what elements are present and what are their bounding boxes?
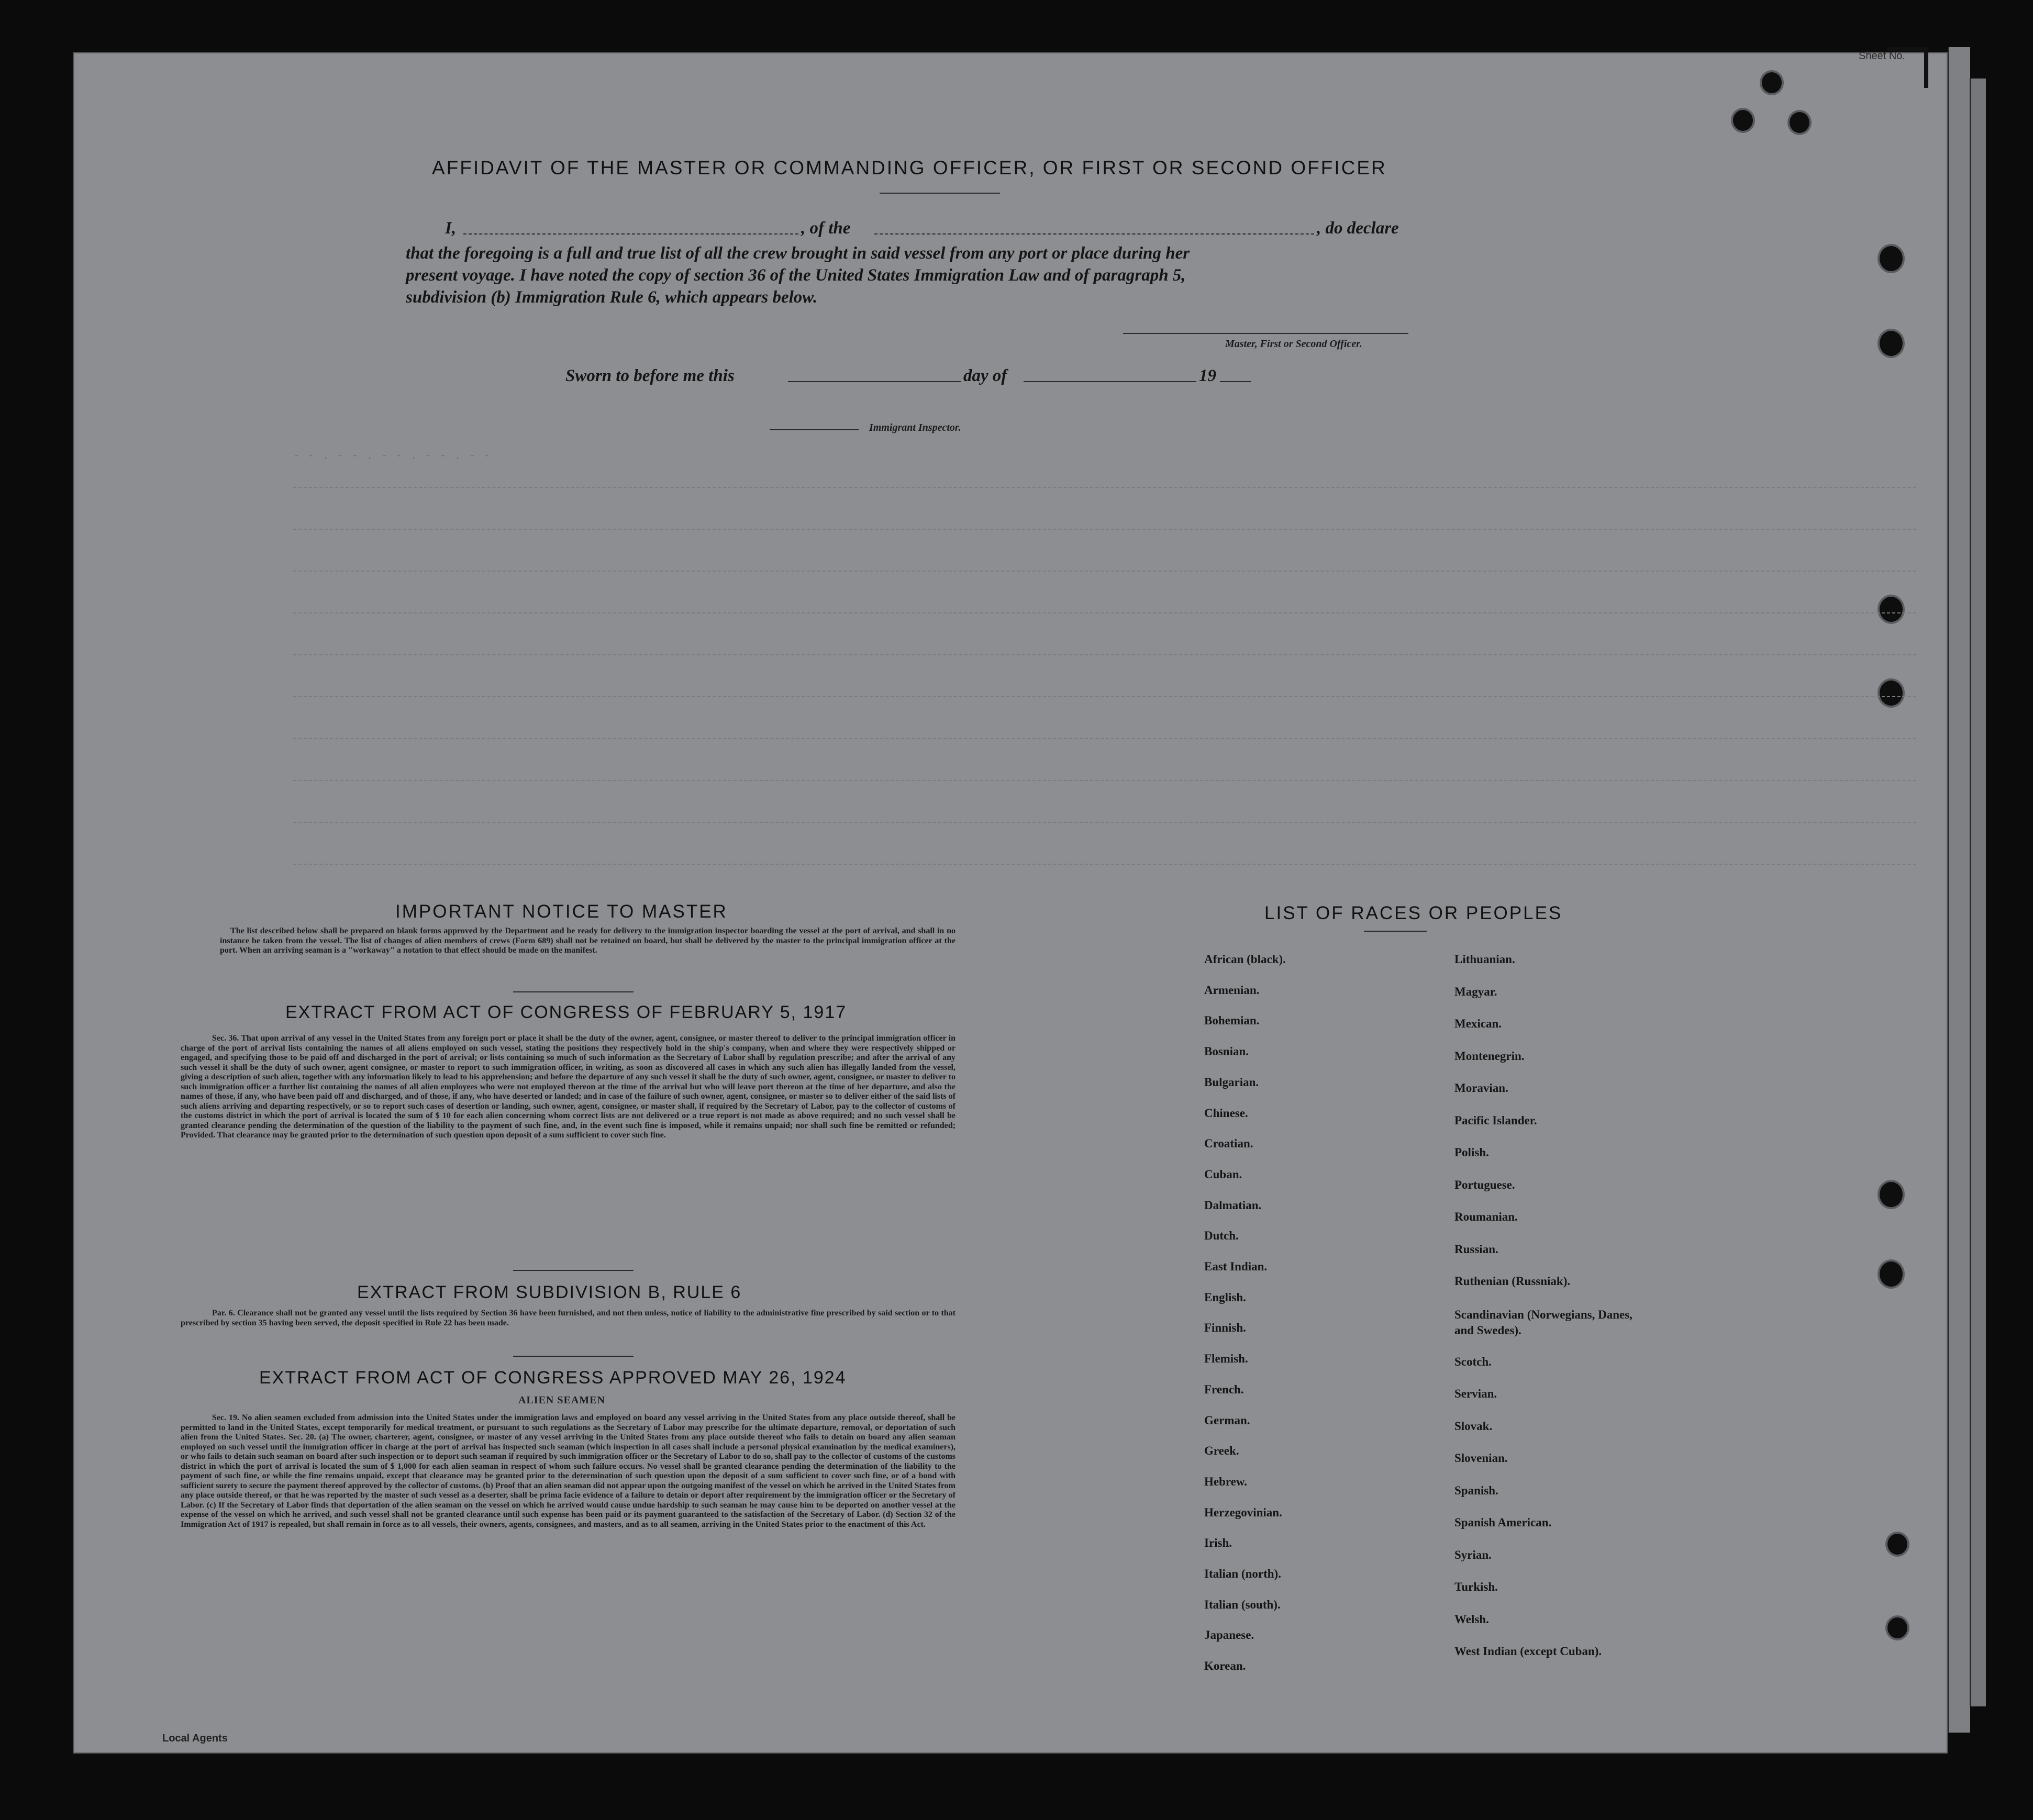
affidavit-line-3: present voyage. I have noted the copy of section 36 of the United States Immigration Law and of paragraph 5,	[406, 266, 1186, 285]
race-item: African (black).	[1204, 953, 1286, 966]
affidavit-of-the: , of the	[801, 219, 851, 238]
race-item: Slovenian.	[1454, 1451, 1508, 1465]
notice-title: IMPORTANT NOTICE TO MASTER	[395, 901, 728, 922]
race-item: Mexican.	[1454, 1017, 1502, 1030]
vessel-blank[interactable]	[874, 233, 1314, 235]
race-item: Spanish American.	[1454, 1516, 1552, 1529]
section-divider	[513, 1356, 634, 1357]
extract-1917-body: Sec. 36. That upon arrival of any vessel in the United States from any foreign port or place it shall be the duty of the owner, agent, consignee, or master thereof to deliver to the principal immigration officer in charge of the port of arrival lists containing the names of all aliens employed on such vessel, stating the positions they respectively hold in the ship's company, when and where they were respectively shipped or engaged, and specifying those to be paid off and discharged in the port of arrival; or lists containing so much of such information as the Secretary of Labor shall by regulation prescribe; and after the arrival of any such vessel it shall be the duty of such owner, agent consignee, or master to report to such immigration officer, in writing, as soon as discovered all cases in which any such alien has illegally landed from the vessel, giving a description of such alien, together with any information likely to lead to his apprehension; and before the departure of any such vessel it shall be the duty of such owner, agent, consignee, or master to deliver to such immigration officer a further list containing the names of all alien employees who were not employed thereon at the time of the arrival but who will leave port thereon at the time of her departure, and also the names of those, if any, who have been paid off and discharged, and of those, if any, who have deserted or landed; and in case of the failure of such owner, agent, consignee, or master so to deliver either of the said lists of such aliens arriving and departing respectively, or so to report such cases of desertion or landing, such owner, agent, consignee, or master shall, if required by the Secretary of Labor, pay to the collector of customs of the customs district in which the port of arrival is located the sum of $ 10 for each alien concerning whom correct lists are not delivered or a true report is not made as above required; and no such vessel shall be granted clearance pending the determination of the question of the liability to the payment of such fine, and, in the event such fine is imposed, while it remains unpaid; nor shall such fine be remitted or refunded; Provided. That clearance may be granted prior to the determination of such question upon deposit of a sum sufficient to cover such fine.	[181, 1034, 956, 1140]
punch-hole	[1880, 331, 1903, 356]
sworn-text: Sworn to before me this	[565, 366, 735, 385]
race-item: Roumanian.	[1454, 1210, 1518, 1223]
punch-hole	[1790, 112, 1809, 133]
race-item: Spanish.	[1454, 1483, 1498, 1497]
local-agents-label: Local Agents	[162, 1733, 228, 1744]
affidavit-do-declare: , do declare	[1317, 219, 1399, 238]
punch-hole	[1880, 1261, 1903, 1287]
race-item: Magyar.	[1454, 985, 1497, 998]
race-item: Chinese.	[1204, 1106, 1248, 1120]
race-item: Dalmatian.	[1204, 1198, 1262, 1212]
punch-hole	[1880, 680, 1903, 706]
race-item: Scandinavian (Norwegians, Danes, and Swedes).	[1454, 1308, 1632, 1337]
race-item: Cuban.	[1204, 1167, 1242, 1181]
race-item: Pacific Islander.	[1454, 1113, 1537, 1127]
race-item: Servian.	[1454, 1387, 1497, 1400]
affidavit-line-4: subdivision (b) Immigration Rule 6, which appears below.	[406, 288, 818, 307]
inspector-line[interactable]	[770, 429, 859, 430]
race-item: East Indian.	[1204, 1260, 1268, 1273]
race-item: Flemish.	[1204, 1352, 1248, 1366]
extract-1924-title: EXTRACT FROM ACT OF CONGRESS APPROVED MAY 26, 1924	[259, 1368, 847, 1388]
section-divider	[513, 991, 634, 992]
race-item: Russian.	[1454, 1242, 1498, 1256]
stacked-page-edge-back	[1970, 79, 1986, 1706]
extract-rule6-body: Par. 6. Clearance shall not be granted any vessel until the lists required by Section 36 have been furnished, and not then unless, notice of liability to the administrative fine prescribed by said section or to that prescribed by section 35 having been served, the deposit specified in Rule 22 has been made.	[181, 1309, 956, 1327]
race-item: Polish.	[1454, 1146, 1489, 1159]
sworn-day-blank[interactable]	[788, 381, 961, 382]
bleed-through-marks: - - . - - . - - . - - . - -	[293, 450, 492, 462]
title-underline	[880, 193, 1000, 194]
race-item: English.	[1204, 1290, 1246, 1304]
extract-1924-body: Sec. 19. No alien seamen excluded from admission into the United States under the immigration laws and employed on board any vessel arriving in the United States from any place outside thereof, shall be permitted to land in the United States, except temporarily for medical treatment, or pursuant to such regulations as the Secretary of Labor may prescribe for the ultimate departure, removal, or deportation of such alien from the United States. Sec. 20. (a) The owner, charterer, agent, consignee, or master of any vessel arriving in the United States from any place outside thereof who fails to detain on board any alien seaman employed on such vessel until the immigration officer in charge at the port of arrival has inspected such seaman (which inspection in all cases shall include a personal physical examination by the medical examiners), or who fails to detain such seaman on board after such inspection or to deport such seaman if required by such immigration officer or the Secretary of Labor to do so, shall pay to the collector of customs of the customs district in which the port of arrival is located the sum of $ 1,000 for each alien seaman in respect of whom such failure occurs. No vessel shall be granted clearance pending the determination of the liability to the payment of such fine, or while the fine remains unpaid, except that clearance may be granted prior to the determination of such question upon the deposit of a sum sufficient to cover such fine, or of a bond with sufficient surety to secure the payment thereof approved by the collector of customs. (b) Proof that an alien seaman did not appear upon the outgoing manifest of the vessel on which he arrived in the United States from any place outside thereof, or that he was reported by the master of such vessel as a deserter, shall be prima facie evidence of a failure to detain or deport after requirement by the immigration officer or the Secretary of Labor. (c) If the Secretary of Labor finds that deportation of the alien seaman on the vessel on which he arrived would cause undue hardship to such seaman he may cause him to be deported on another vessel at the expense of the vessel on which he arrived, and such vessel shall not be granted clearance until such expense has been paid or its payment guaranteed to the satisfaction of the Secretary of Labor. (d) Section 32 of the Immigration Act of 1917 is repealed, but shall remain in force as to all vessels, their owners, agents, consignees, and masters, and as to all seamen, arriving in the United States prior to the enactment of this Act.	[181, 1413, 956, 1529]
punch-hole	[1887, 1617, 1907, 1638]
race-item: Italian (north).	[1204, 1567, 1281, 1580]
faint-row-line	[293, 487, 1916, 488]
signature-caption: Master, First or Second Officer.	[1225, 338, 1362, 350]
race-item: Bohemian.	[1204, 1014, 1260, 1028]
faint-row-line	[293, 612, 1916, 613]
sworn-year-blank[interactable]	[1220, 381, 1251, 382]
faint-row-line	[293, 571, 1916, 572]
sworn-month-blank[interactable]	[1024, 381, 1196, 382]
race-item: Dutch.	[1204, 1229, 1239, 1243]
notice-body: The list described below shall be prepared on blank forms approved by the Department and be ready for delivery to the immigration inspector boarding the vessel at the port of arrival, and shall in no instance be taken from the vessel. The list of changes of alien members of crews (Form 689) shall not be retained on board, but shall be delivered by the master to the principal immigration officer at the port. When an arriving seaman is a "workaway" a notation to that effect should be made on the manifest.	[220, 926, 956, 955]
punch-hole	[1880, 1182, 1903, 1207]
race-item: Finnish.	[1204, 1321, 1246, 1335]
punch-hole	[1880, 597, 1903, 622]
race-item: Hebrew.	[1204, 1475, 1247, 1488]
affidavit-i: I,	[445, 219, 457, 238]
race-item: Scotch.	[1454, 1355, 1492, 1368]
races-title: LIST OF RACES OR PEOPLES	[1264, 903, 1563, 923]
race-item: Ruthenian (Russniak).	[1454, 1275, 1571, 1288]
section-divider	[513, 1270, 634, 1271]
race-item: Syrian.	[1454, 1548, 1492, 1561]
race-item: Croatian.	[1204, 1137, 1253, 1151]
race-item: Welsh.	[1454, 1612, 1489, 1626]
punch-hole	[1762, 72, 1782, 93]
race-item: Moravian.	[1454, 1081, 1508, 1095]
signature-line[interactable]	[1123, 333, 1408, 334]
race-item: Irish.	[1204, 1536, 1232, 1550]
sheet-number-label: Sheet No.	[1859, 50, 1905, 62]
faint-row-line	[293, 529, 1916, 530]
races-title-underline	[1364, 931, 1427, 932]
race-item: Lithuanian.	[1454, 953, 1515, 966]
name-blank[interactable]	[463, 233, 798, 235]
inspector-caption: Immigrant Inspector.	[869, 422, 961, 433]
race-item: Japanese.	[1204, 1628, 1254, 1642]
faint-row-line	[293, 738, 1916, 739]
faint-row-line	[293, 696, 1916, 697]
race-item: Italian (south).	[1204, 1598, 1281, 1611]
race-item: French.	[1204, 1382, 1244, 1396]
alien-seamen-subtitle: ALIEN SEAMEN	[518, 1394, 605, 1406]
race-item: German.	[1204, 1413, 1250, 1427]
affidavit-title: AFFIDAVIT OF THE MASTER OR COMMANDING OFFICER, OR FIRST OR SECOND OFFICER	[432, 157, 1387, 178]
race-item: Portuguese.	[1454, 1178, 1515, 1191]
affidavit-line-2: that the foregoing is a full and true list of all the crew brought in said vessel from any port or place during her	[406, 244, 1190, 263]
year-prefix: 19	[1199, 366, 1216, 385]
punch-hole	[1880, 246, 1903, 271]
race-item: Montenegrin.	[1454, 1049, 1525, 1063]
faint-row-line	[293, 864, 1916, 865]
race-item: West Indian (except Cuban).	[1454, 1645, 1602, 1658]
race-item: Bulgarian.	[1204, 1075, 1259, 1089]
extract-rule6-title: EXTRACT FROM SUBDIVISION B, RULE 6	[357, 1282, 742, 1302]
race-item: Slovak.	[1454, 1419, 1493, 1433]
race-item: Turkish.	[1454, 1580, 1498, 1593]
race-item: Armenian.	[1204, 983, 1260, 997]
sheet-number-mark	[1887, 47, 1928, 88]
race-item: Herzegovinian.	[1204, 1505, 1282, 1519]
faint-row-line	[293, 822, 1916, 823]
race-item: Bosnian.	[1204, 1045, 1249, 1058]
faint-row-line	[293, 780, 1916, 781]
extract-1917-title: EXTRACT FROM ACT OF CONGRESS OF FEBRUARY 5, 1917	[285, 1002, 847, 1022]
punch-hole	[1733, 110, 1753, 131]
faint-row-line	[293, 654, 1916, 655]
day-of-text: day of	[963, 366, 1007, 385]
race-item: Korean.	[1204, 1659, 1246, 1673]
punch-hole	[1887, 1534, 1907, 1555]
race-item: Greek.	[1204, 1444, 1239, 1458]
stacked-page-edge	[1948, 47, 1970, 1733]
